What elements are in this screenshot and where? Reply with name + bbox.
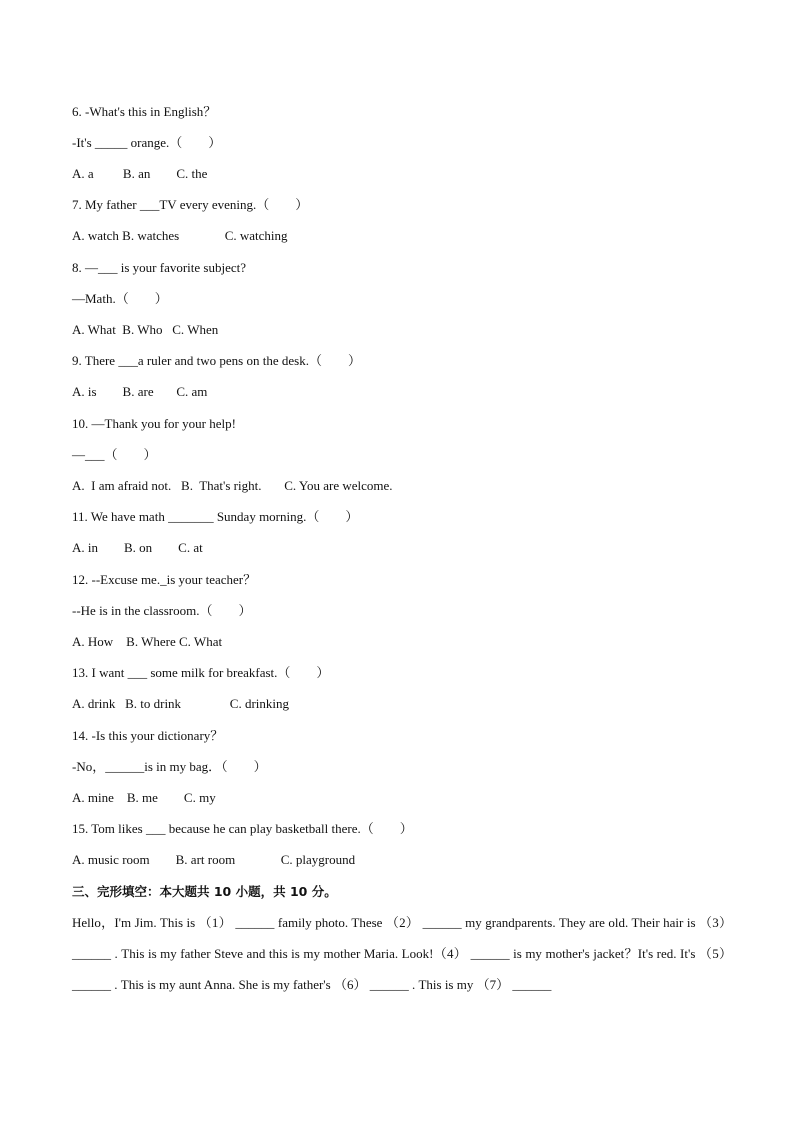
question-9-options: A. is B. are C. am [72,384,208,399]
question-12-line-1: 12. --Excuse me._is your teacher？ [72,572,257,587]
question-13-line-1: 13. I want ___ some milk for breakfast.（ ） [72,665,330,680]
question-11-options: A. in B. on C. at [72,540,203,555]
question-9-line-1: 9. There ___a ruler and two pens on the desk.（ ） [72,353,361,368]
question-14-line-1: 14. -Is this your dictionary？ [72,728,224,743]
question-15-line-1: 15. Tom likes ___ because he can play basketball there.（ ） [72,821,413,836]
question-6-line-1: 6. -What's this in English？ [72,104,217,119]
question-6-line-2: -It's _____ orange.（ ） [72,135,222,150]
question-6-options: A. a B. an C. the [72,166,208,181]
question-7-options: A. watch B. watches C. watching [72,228,288,243]
question-11-line-1: 11. We have math _______ Sunday morning.（ ） [72,509,359,524]
question-10-line-1: 10. —Thank you for your help! [72,416,236,431]
question-12-line-2: --He is in the classroom.（ ） [72,603,252,618]
question-8-line-1: 8. —___ is your favorite subject? [72,260,247,275]
question-8-options: A. What B. Who C. When [72,322,219,337]
question-10-options: A. I am afraid not. B. That's right. C. You are welcome. [72,478,393,493]
question-7-line-1: 7. My father ___TV every evening.（ ） [72,197,309,212]
question-12-options: A. How B. Where C. What [72,634,223,649]
cloze-passage: Hello，I'm Jim. This is （1） ______ family photo. These （2） ______ my grandparents. They are old. Their hair is （3） ______ . This is my father Steve and this is my mother Maria. Look!（4） ______ is my mother's jacket？It's red. It's （5） ______ . This is my aunt Anna. She is my father's （6） ______ . This is my （7） ______ [72,915,732,992]
section-3-title: 三、完形填空：本大题共 10 小题，共 10 分。 [72,884,337,899]
question-13-options: A. drink B. to drink C. drinking [72,696,290,711]
question-14-line-2: -No，______is in my bag．（ ） [72,759,267,774]
question-15-options: A. music room B. art room C. playground [72,852,356,867]
question-8-line-2: —Math.（ ） [72,291,168,306]
question-10-line-2: —___（ ） [72,447,157,462]
question-14-options: A. mine B. me C. my [72,790,216,805]
